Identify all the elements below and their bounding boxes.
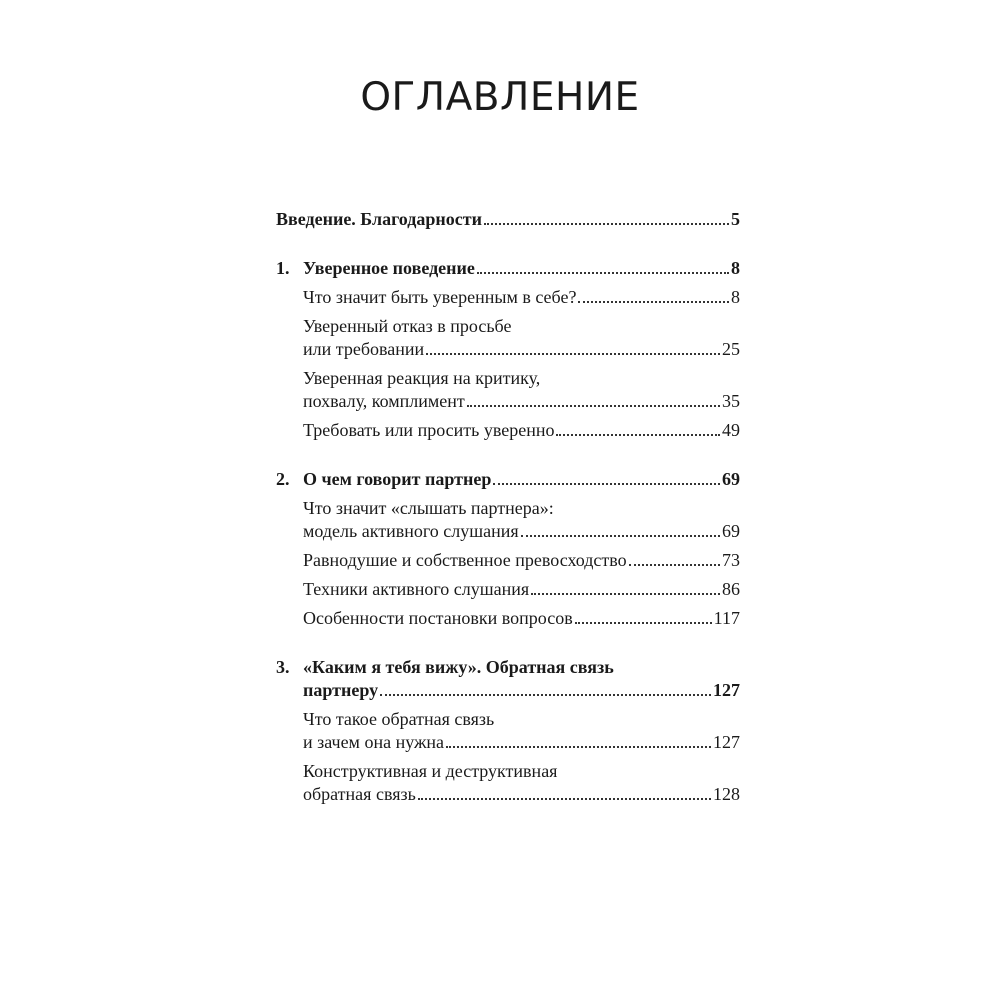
toc-entry-title: Введение. Благодарности — [276, 209, 482, 229]
section-title-line1: Конструктивная и деструктивная — [303, 761, 558, 781]
toc-section — [303, 367, 740, 413]
toc-section — [303, 607, 740, 630]
toc-page-number: 5 — [731, 209, 740, 229]
section-title-line1: Что такое обратная связь — [303, 709, 495, 729]
toc-page-number: 49 — [722, 420, 740, 440]
dot-leader — [493, 483, 720, 485]
toc-page-number: 117 — [713, 608, 740, 628]
chapter-number: 2. — [276, 469, 290, 489]
section-title-line1: Что значит «слышать партнера»: — [303, 498, 554, 518]
chapter-title-entry — [303, 257, 740, 280]
toc-page-number: 8 — [731, 287, 740, 307]
toc-page-number: 127 — [713, 732, 740, 752]
toc-page-number: 127 — [713, 680, 740, 700]
chapter-title-line1: «Каким я тебя вижу». Обратная связь — [303, 657, 614, 677]
dot-leader — [531, 593, 720, 595]
chapter-title: О чем говорит партнер — [303, 469, 492, 489]
toc-entry-intro — [276, 208, 740, 231]
section-title: Требовать или просить уверенно — [303, 420, 555, 440]
section-title-line2: или требовании — [303, 339, 425, 359]
toc-page-number: 86 — [722, 579, 740, 599]
toc-section — [303, 286, 740, 309]
chapter-title: Уверенное поведение — [303, 258, 475, 278]
dot-leader — [380, 694, 711, 696]
section-title-line2: модель активного слушания — [303, 521, 519, 541]
dot-leader — [446, 746, 711, 748]
toc-section — [303, 760, 740, 806]
section-title: Техники активного слушания — [303, 579, 530, 599]
toc-chapter-2 — [276, 468, 740, 630]
dot-leader — [477, 272, 729, 274]
toc-section — [303, 578, 740, 601]
section-title-line1: Уверенный отказ в просьбе — [303, 316, 512, 336]
section-title-line2: обратная связь — [303, 784, 416, 804]
section-title-line2: и зачем она нужна — [303, 732, 445, 752]
toc-section — [303, 315, 740, 361]
section-title-line2: похвалу, комплимент — [303, 391, 465, 411]
dot-leader — [418, 798, 711, 800]
toc-page-number: 128 — [713, 784, 740, 804]
toc-page-number: 8 — [731, 258, 740, 278]
chapter-number: 1. — [276, 258, 290, 278]
chapter-number: 3. — [276, 657, 290, 677]
table-of-contents — [276, 208, 740, 806]
toc-page-number: 35 — [722, 391, 740, 411]
section-title: Равнодушие и собственное превосходство — [303, 550, 627, 570]
toc-section — [303, 497, 740, 543]
dot-leader — [484, 223, 729, 225]
toc-chapter-1 — [276, 257, 740, 442]
toc-section — [303, 549, 740, 572]
page-title: ОГЛАВЛЕНИЕ — [360, 75, 640, 120]
dot-leader — [629, 564, 720, 566]
dot-leader — [575, 622, 712, 624]
toc-page-number: 73 — [722, 550, 740, 570]
toc-page-number: 69 — [722, 469, 740, 489]
section-title-line1: Уверенная реакция на критику, — [303, 368, 541, 388]
dot-leader — [426, 353, 720, 355]
toc-section — [303, 419, 740, 442]
toc-page-number: 25 — [722, 339, 740, 359]
dot-leader — [521, 535, 720, 537]
toc-chapter-3 — [276, 656, 740, 806]
toc-section — [303, 708, 740, 754]
section-title: Особенности постановки вопросов — [303, 608, 573, 628]
dot-leader — [578, 301, 729, 303]
dot-leader — [556, 434, 720, 436]
chapter-title-entry — [303, 656, 740, 702]
toc-page-number: 69 — [722, 521, 740, 541]
chapter-title-entry — [303, 468, 740, 491]
dot-leader — [467, 405, 720, 407]
section-title: Что значит быть уверенным в себе? — [303, 287, 577, 307]
chapter-title-line2: партнеру — [303, 680, 379, 700]
